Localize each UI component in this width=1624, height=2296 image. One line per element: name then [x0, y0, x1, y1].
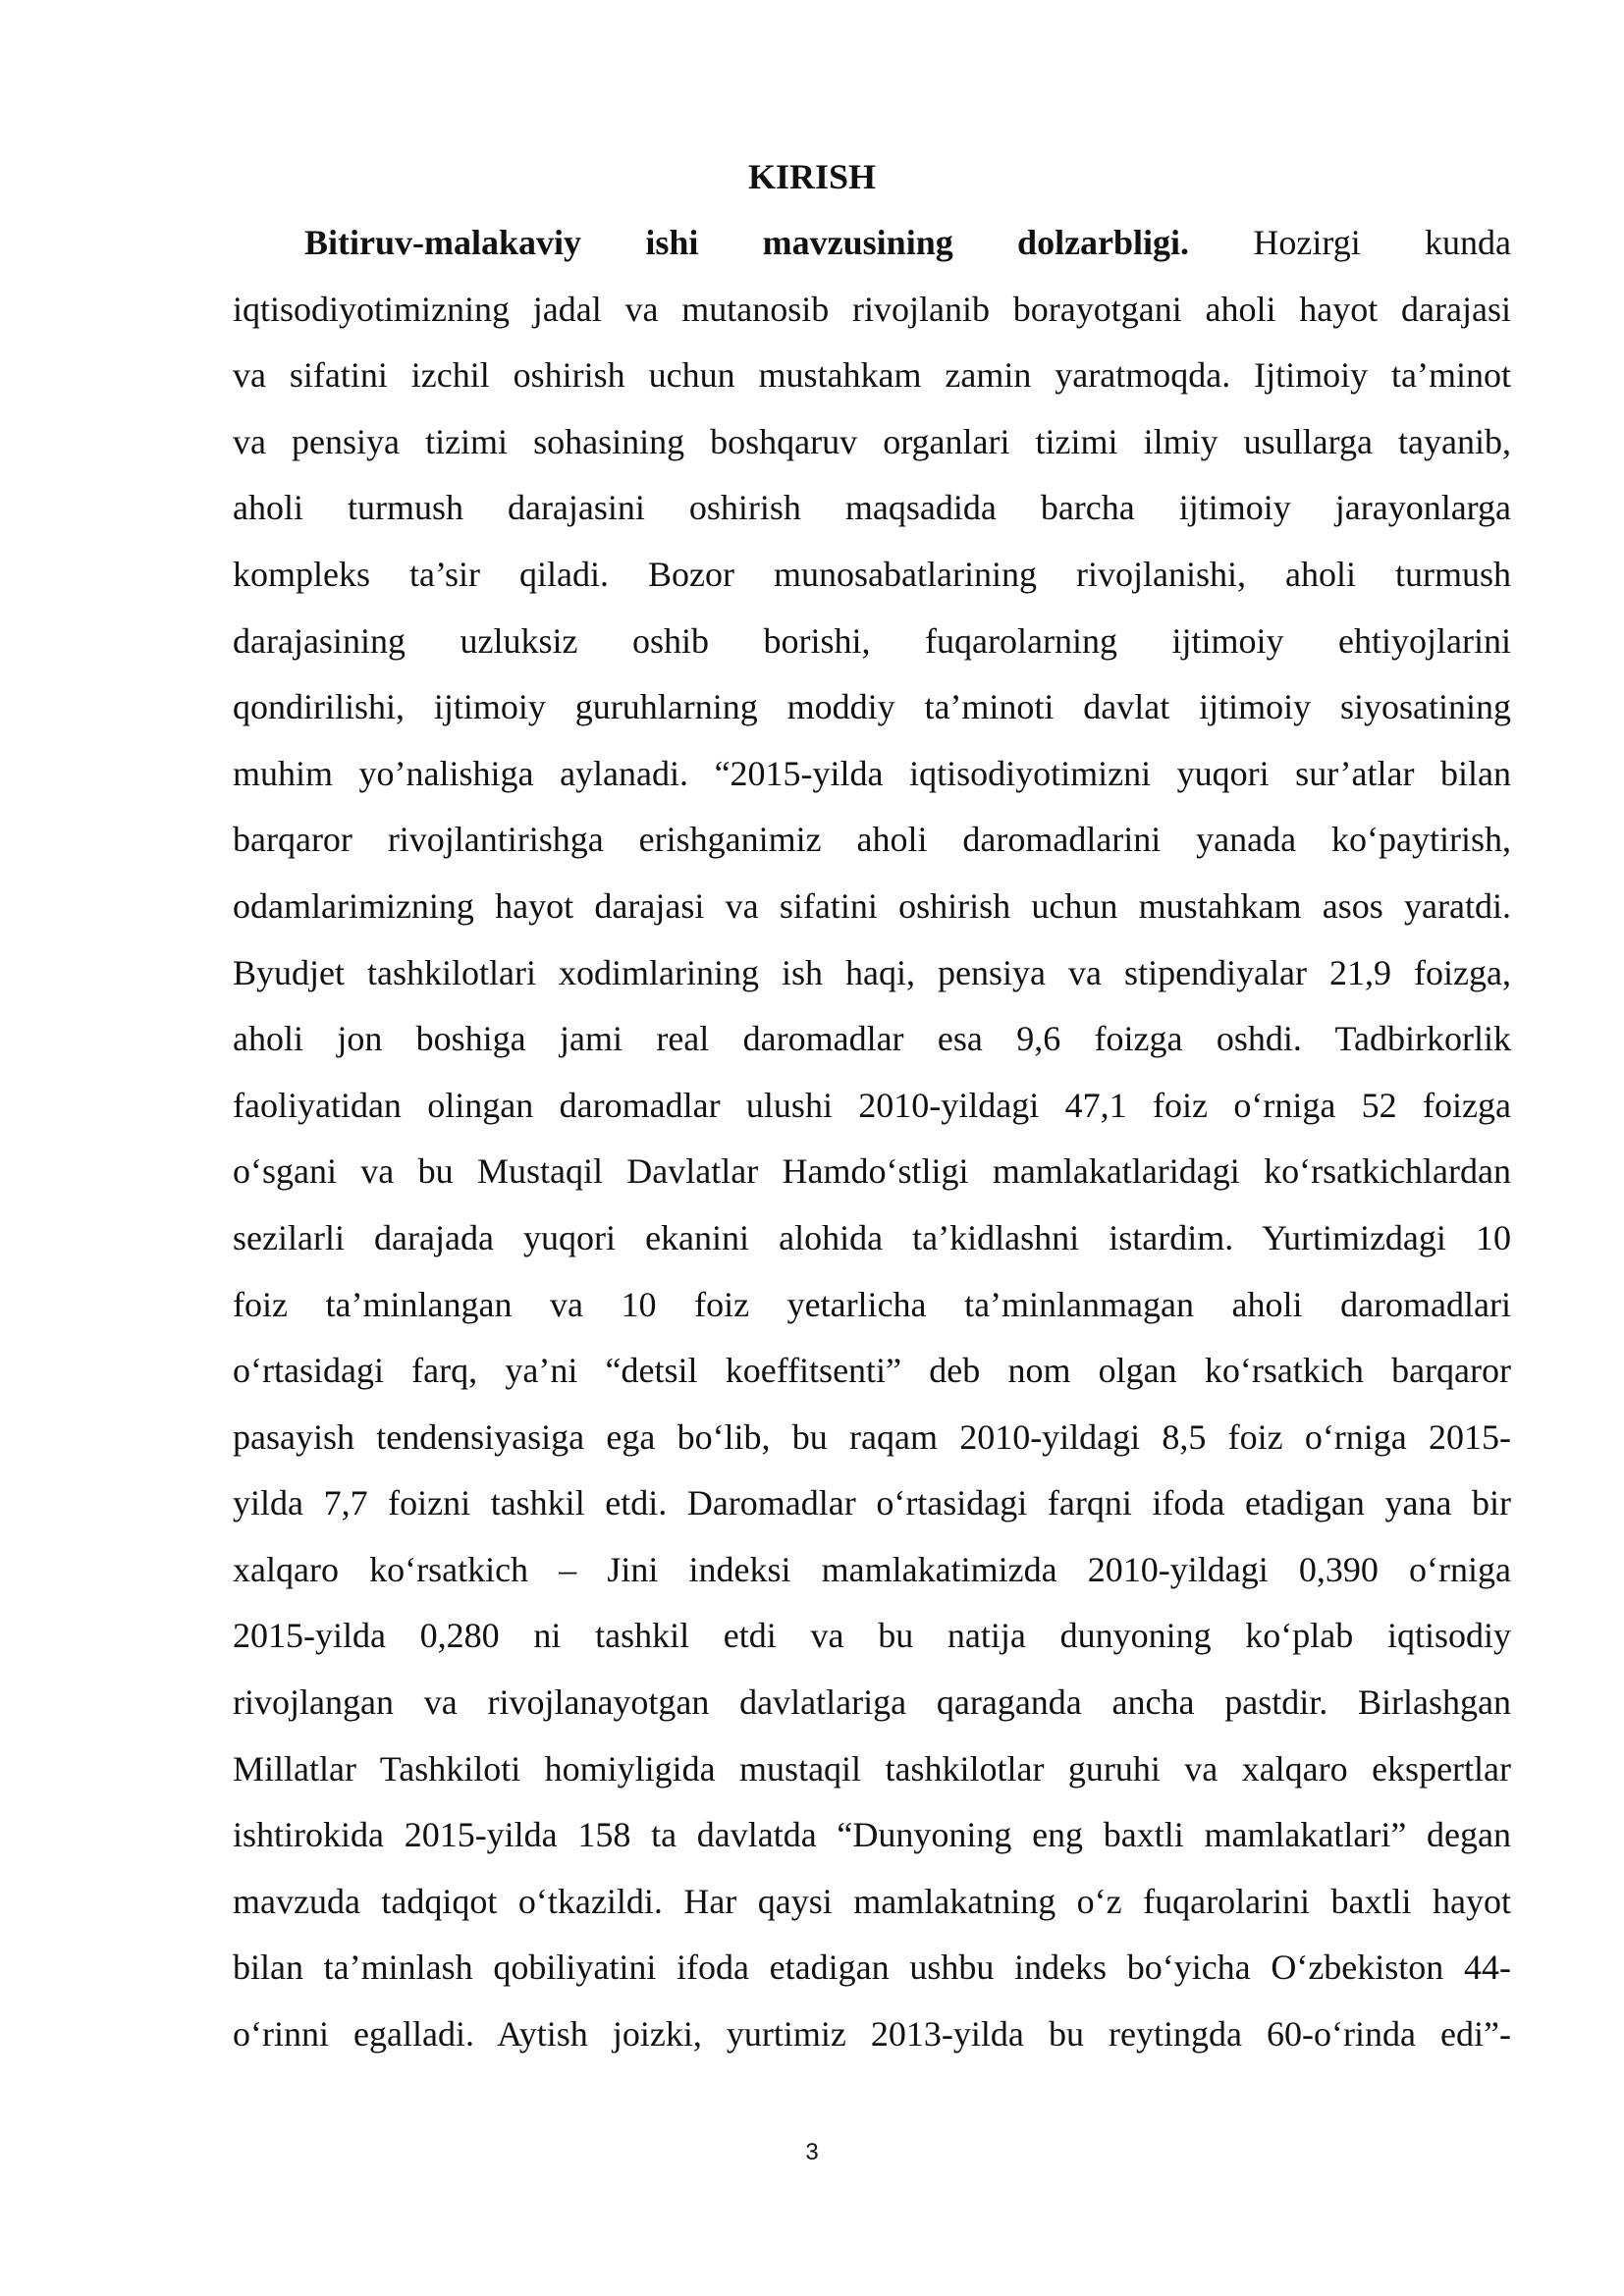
paragraph-line: aholi turmush darajasini oshirish maqsadida barcha ijtimoiy jarayonlarga — [233, 488, 1511, 528]
paragraph-line: sezilarli darajada yuqori ekanini alohida ta’kidlashni istardim. Yurtimizdagi 10 — [233, 1217, 1511, 1257]
paragraph-line-text: Hozirgi kunda — [1189, 223, 1511, 262]
paragraph-line: o‘rinni egalladi. Aytish joizki, yurtimiz 2013-yilda bu reytingda 60-o‘rinda edi”- — [233, 2014, 1511, 2055]
paragraph-line: kompleks ta’sir qiladi. Bozor munosabatlarining rivojlanishi, aholi turmush — [233, 554, 1511, 594]
paragraph-line: 2015-yilda 0,280 ni tashkil etdi va bu natija dunyoning ko‘plab iqtisodiy — [233, 1616, 1511, 1656]
paragraph-line: bilan ta’minlash qobiliyatini ifoda etadigan ushbu indeks bo‘yicha O‘zbekiston 44- — [233, 1948, 1511, 1988]
page-number: 3 — [805, 2139, 819, 2165]
paragraph-lead: Bitiruv-malakaviy ishi mavzusining dolzarbligi. — [304, 223, 1190, 262]
paragraph-line: xalqaro ko‘rsatkich – Jini indeksi mamlakatimizda 2010-yildagi 0,390 o‘rniga — [233, 1549, 1511, 1589]
paragraph-line: pasayish tendensiyasiga ega bo‘lib, bu raqam 2010-yildagi 8,5 foiz o‘rniga 2015- — [233, 1416, 1511, 1457]
paragraph-line — [233, 210, 1511, 277]
paragraph-line: aholi jon boshiga jami real daromadlar esa 9,6 foizga oshdi. Tadbirkorlik — [233, 1019, 1511, 1059]
paragraph-line: Byudjet tashkilotlari xodimlarining ish haqi, pensiya va stipendiyalar 21,9 foizga, — [233, 952, 1511, 992]
paragraph-line: o‘sgani va bu Mustaqil Davlatlar Hamdo‘stligi mamlakatlaridagi ko‘rsatkichlardan — [233, 1151, 1511, 1192]
paragraph-line: barqaror rivojlantirishga erishganimiz aholi daromadlarini yanada ko‘paytirish, — [233, 820, 1511, 860]
paragraph-line: muhim yo’nalishiga aylanadi. “2015-yilda iqtisodiyotimizni yuqori sur’atlar bilan — [233, 753, 1511, 793]
paragraph-line: rivojlangan va rivojlanayotgan davlatlariga qaraganda ancha pastdir. Birlashgan — [233, 1682, 1511, 1723]
paragraph-line: o‘rtasidagi farq, ya’ni “detsil koeffitsenti” deb nom olgan ko‘rsatkich barqaror — [233, 1351, 1511, 1391]
body-paragraph — [233, 210, 1511, 2068]
paragraph-line: mavzuda tadqiqot o‘tkazildi. Har qaysi mamlakatning o‘z fuqarolarini baxtli hayot — [233, 1881, 1511, 1921]
paragraph-line: odamlarimizning hayot darajasi va sifatini oshirish uchun mustahkam asos yaratdi. — [233, 885, 1511, 926]
paragraph-line: va sifatini izchil oshirish uchun mustahkam zamin yaratmoqda. Ijtimoiy ta’minot — [233, 355, 1511, 396]
paragraph-line: Millatlar Tashkiloti homiyligida mustaqil tashkilotlar guruhi va xalqaro ekspertlar — [233, 1748, 1511, 1789]
paragraph-line: ishtirokida 2015-yilda 158 ta davlatda “Dunyoning eng baxtli mamlakatlari” degan — [233, 1815, 1511, 1855]
section-heading: KIRISH — [747, 157, 877, 196]
paragraph-line: iqtisodiyotimizning jadal va mutanosib rivojlanib borayotgani aholi hayot darajasi — [233, 289, 1511, 329]
paragraph-line: darajasining uzluksiz oshib borishi, fuqarolarning ijtimoiy ehtiyojlarini — [233, 620, 1511, 661]
paragraph-line: faoliyatidan olingan daromadlar ulushi 2010-yildagi 47,1 foiz o‘rniga 52 foizga — [233, 1085, 1511, 1125]
paragraph-line: va pensiya tizimi sohasining boshqaruv organlari tizimi ilmiy usullarga tayanib, — [233, 421, 1511, 461]
paragraph-line: qondirilishi, ijtimoiy guruhlarning moddiy ta’minoti davlat ijtimoiy siyosatining — [233, 687, 1511, 727]
paragraph-line: yilda 7,7 foizni tashkil etdi. Daromadlar o‘rtasidagi farqni ifoda etadigan yana bir — [233, 1483, 1511, 1523]
paragraph-line: foiz ta’minlangan va 10 foiz yetarlicha ta’minlanmagan aholi daromadlari — [233, 1284, 1511, 1324]
